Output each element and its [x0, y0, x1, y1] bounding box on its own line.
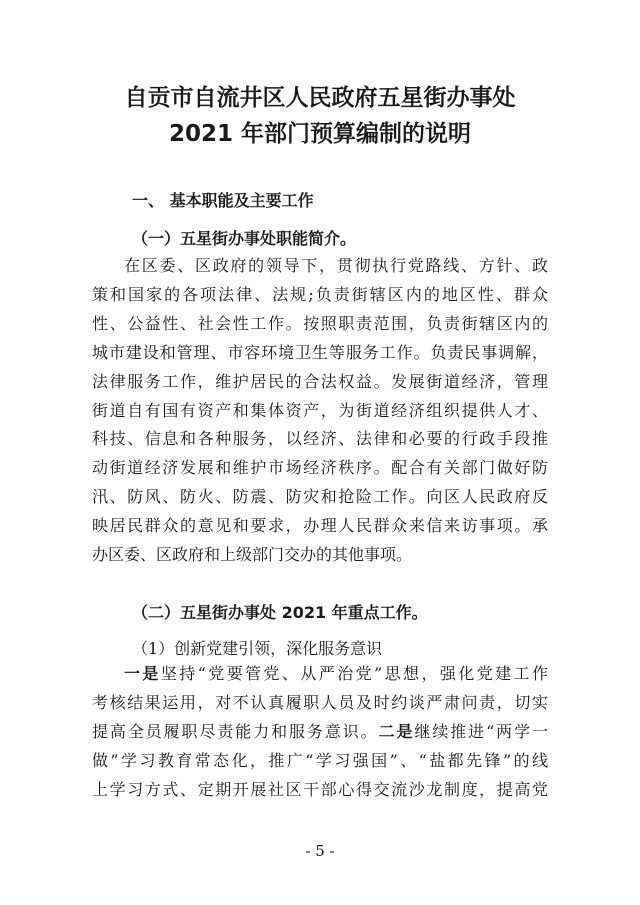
- lead-marker: 一是: [124, 664, 161, 683]
- title-line-2: 2021 年部门预算编制的说明: [168, 121, 472, 147]
- paragraph-line: 性、公益性、社会性工作。按照职责范围，负责街辖区内的: [92, 313, 548, 333]
- line-text: 继续推进“两学一: [414, 721, 548, 741]
- paragraph-line: [92, 660, 548, 689]
- section-heading-1: 一、 基本职能及主要工作: [132, 191, 314, 210]
- item-heading-1: （1）创新党建引领，深化服务意识: [132, 639, 383, 658]
- paragraph-line: 上学习方式、定期开展社区干部心得交流沙龙制度，提高党: [92, 779, 548, 799]
- paragraph-line: 科技、信息和各种服务，以经济、法律和必要的行政手段推: [92, 429, 548, 449]
- paragraph-line: 做”学习教育常态化，推广“学习强国”、“盐都先锋”的线: [92, 750, 548, 770]
- document-title: [0, 80, 640, 152]
- key-work-paragraph: [92, 660, 548, 805]
- lead-marker: 二是: [378, 721, 415, 741]
- paragraph-line: 在区委、区政府的领导下，贯彻执行党路线、方针、政: [124, 256, 548, 275]
- line-text: 提高全员履职尽责能力和服务意识。: [92, 721, 379, 741]
- paragraph-line: 策和国家的各项法律、法规;负责街辖区内的地区性、群众: [92, 284, 548, 304]
- paragraph-line: 办区委、区政府和上级部门交办的其他事项。: [92, 545, 413, 565]
- paragraph-line: 动街道经济发展和维护市场经济秩序。配合有关部门做好防: [92, 458, 548, 478]
- subsection-heading-1: （一）五星街办事处职能简介。: [132, 229, 357, 248]
- line-text: 坚持“党要管党、从严治党”思想，强化党建工作: [160, 664, 548, 683]
- paragraph-line: 映居民群众的意见和要求，办理人民群众来信来访事项。承: [92, 516, 548, 536]
- paragraph-line: 考核结果运用，对不认真履职人员及时约谈严肃问责，切实: [92, 692, 548, 712]
- paragraph-line: 汛、防风、防火、防震、防灾和抢险工作。向区人民政府反: [92, 487, 548, 507]
- paragraph-line: 城市建设和管理、市容环境卫生等服务工作。负责民事调解，: [92, 342, 548, 362]
- title-line-1: 自贡市自流井区人民政府五星街办事处: [124, 85, 516, 111]
- subsection-heading-2: （二）五星街办事处 2021 年重点工作。: [132, 603, 428, 622]
- page-number: - 5 -: [305, 842, 335, 860]
- paragraph-line: [92, 718, 548, 747]
- paragraph-line: 街道自有国有资产和集体资产，为街道经济组织提供人才、: [92, 400, 548, 420]
- paragraph-line: 法律服务工作，维护居民的合法权益。发展街道经济，管理: [92, 371, 548, 391]
- function-intro-paragraph: [92, 252, 548, 570]
